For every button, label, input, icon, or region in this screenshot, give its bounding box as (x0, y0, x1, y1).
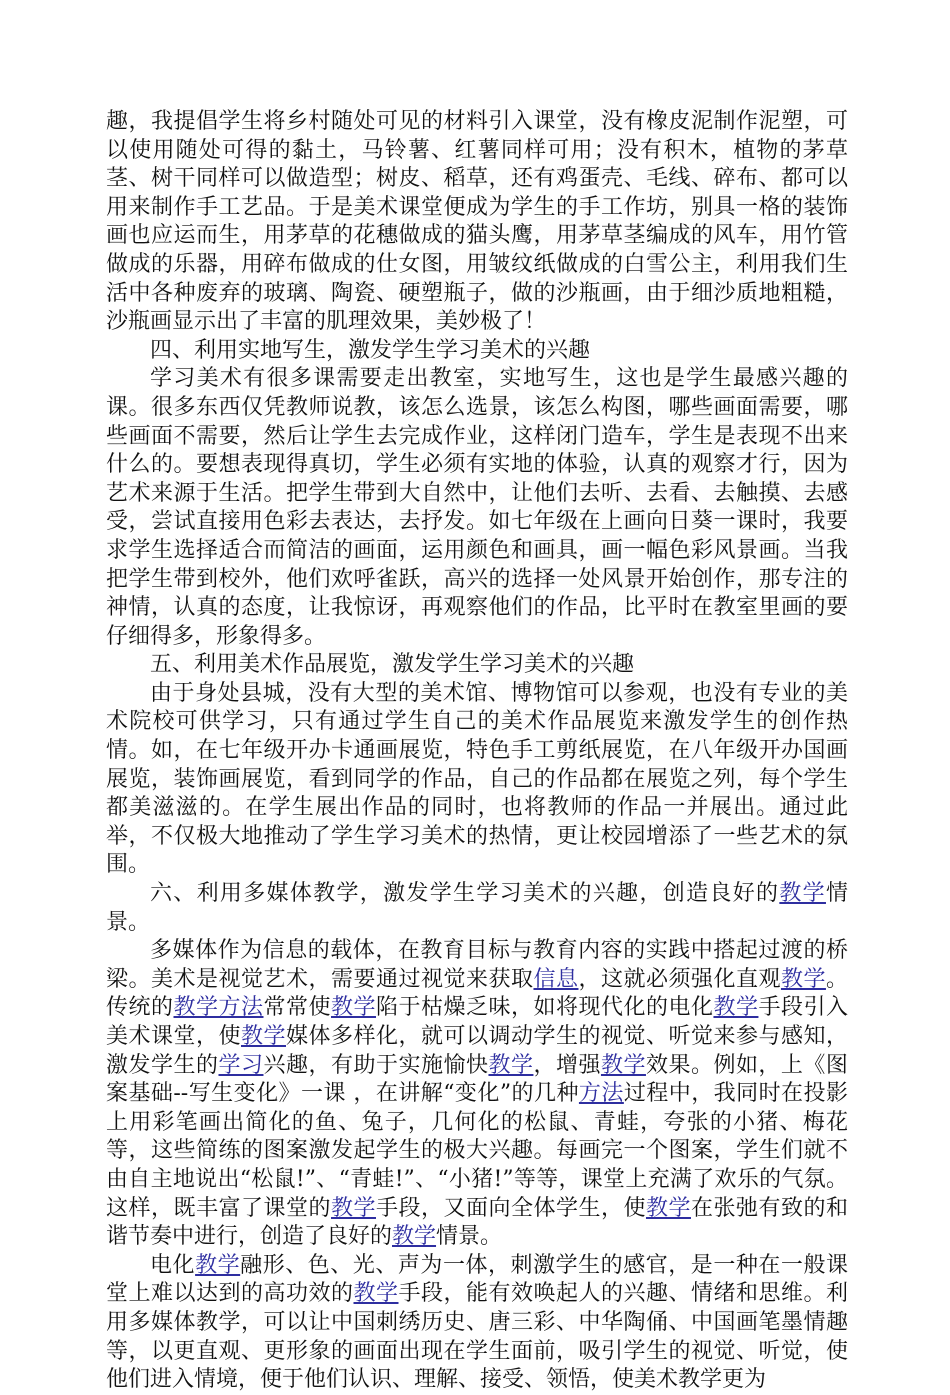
paragraph (106, 680, 848, 880)
text-run: 五、利用美术作品展览，激发学生学习美术的兴趣 (150, 652, 635, 678)
text-run: 多媒体作为信息的载体，在教育目标与教育内容的实践中搭起过渡的桥梁。美术是视觉艺术，需要通过视觉来获取 (106, 938, 848, 992)
text-run: 趣，我提倡学生将乡村随处可见的材料引入课堂，没有橡皮泥制作泥塑，可以使用随处可得的黏土，马铃薯、红薯同样可用；没有积木，植物的茅草茎、树干同样可以做造型；树皮、稻草，还有鸡蛋壳、毛线、碎布、都可以用来制作手工艺品。于是美术课堂便成为学生的手工作坊，别具一格的装饰画也应运而生，用茅草的花穗做成的猫头鹰，用茅草茎编成的风车，用竹管做成的乐器，用碎布做成的仕女图，用皱纹纸做成的白雪公主，利用我们生活中各种废弃的玻璃、陶瓷、硬塑瓶子，做的沙瓶画，由于细沙质地粗糙，沙瓶画显示出了丰富的肌理效果，美妙极了！ (106, 109, 848, 335)
text-run: 六、利用多媒体教学，激发学生学习美术的兴趣，创造良好的 (150, 881, 780, 907)
text-run: 手段，能有效唤起人的兴趣、情绪和思维。利用多媒体教学，可以让中国刺绣历史、唐三彩、中华陶俑、中国画笔墨情趣等，以更直观、更形象的画面出现在学生面前，吸引学生的视觉、听觉，使他们进入情境，便于他们认识、理解、接受、领悟，使美术教学更为 (106, 1281, 848, 1393)
text-run: 手段，又面向全体学生，使 (375, 1195, 646, 1221)
hyperlink[interactable]: 教学 (392, 1224, 437, 1250)
document-body (106, 108, 848, 1395)
text-run: 在张弛有致的和谐节奏中进行，创造了良好的 (106, 1195, 848, 1250)
hyperlink[interactable]: 教学 (779, 881, 826, 907)
hyperlink[interactable]: 教学 (195, 1252, 241, 1278)
paragraph (106, 1252, 848, 1395)
hyperlink[interactable]: 教学 (241, 1024, 286, 1049)
text-run: 效果。例如，上《图案基础--写生变化》一课 ，在讲解“变化”的几种 (106, 1052, 848, 1107)
text-run: 融形、色、光、声为一体，刺激学生的感官，是一种在一般课堂上难以达到的高功效的 (106, 1252, 848, 1307)
hyperlink[interactable]: 教学 (331, 995, 376, 1021)
hyperlink[interactable]: 学习 (218, 1052, 264, 1078)
hyperlink[interactable]: 教学 (645, 1195, 691, 1221)
text-run: 情景。 (436, 1224, 503, 1250)
text-run: 电化 (150, 1252, 196, 1278)
hyperlink[interactable]: 教学方法 (173, 995, 264, 1021)
hyperlink[interactable]: 教学 (600, 1052, 646, 1078)
text-run: 媒体多样化，就可以调动学生的视觉、听觉来参与感知，激发学生的 (106, 1024, 848, 1078)
text-run: 常常使 (263, 995, 331, 1021)
text-run: ，这就必须强化直观 (578, 966, 781, 992)
hyperlink[interactable]: 教学 (713, 995, 759, 1021)
text-run: 学习美术有很多课需要走出教室，实地写生，这也是学生最感兴趣的课。很多东西仅凭教师说教，该怎么选景，该怎么构图，哪些画面需要，哪些画面不需要，然后让学生去完成作业，这样闭门造车，学生是表现不出来什么的。要想表现得真切，学生必须有实地的体验，认真的观察才行，因为艺术来源于生活。把学生带到大自然中，让他们去听、去看、去触摸、去感受，尝试直接用色彩去表达，去抒发。如七年级在上画向日葵一课时，我要求学生选择适合而简洁的画面，运用颜色和画具，画一幅色彩风景画。当我把学生带到校外，他们欢呼雀跃，高兴的选择一处风景开始创作，那专注的神情，认真的态度，让我惊讶，再观察他们的作品，比平时在教室里画的要仔细得多，形象得多。 (106, 366, 848, 649)
text-run: 过程中，我同时在投影上用彩笔画出简化的鱼、兔子，几何化的松鼠、青蛙，夸张的小猪、梅花等，这些简练的图案激发起学生的极大兴趣。每画完一个图案，学生们就不由自主地说出“松鼠!”、“青蛙!”、“小猪!”等等，课堂上充满了欢乐的气氛。这样，既丰富了课堂的 (106, 1081, 848, 1221)
hyperlink[interactable]: 教学 (488, 1052, 534, 1078)
hyperlink[interactable]: 教学 (780, 966, 826, 992)
paragraph (106, 937, 848, 1252)
hyperlink[interactable]: 方法 (578, 1081, 624, 1107)
text-run: 情景。 (106, 881, 848, 935)
paragraph (106, 337, 848, 366)
hyperlink[interactable]: 教学 (330, 1195, 376, 1221)
text-run: 手段引入美术课堂，使 (106, 995, 848, 1049)
text-run: 四、利用实地写生，激发学生学习美术的兴趣 (150, 337, 591, 363)
paragraph (106, 108, 848, 337)
text-run: 由于身处县城，没有大型的美术馆、博物馆可以参观，也没有专业的美术院校可供学习，只有通过学生自己的美术作品展览来激发学生的创作热情。如，在七年级开办卡通画展览，特色手工剪纸展览，在八年级开办国画展览，装饰画展览，看到同学的作品，自己的作品都在展览之列，每个学生都美滋滋的。在学生展出作品的同时，也将教师的作品一并展出。通过此举，不仅极大地推动了学生学习美术的热情，更让校园增添了一些艺术的氛围。 (106, 680, 848, 878)
hyperlink[interactable]: 信息 (533, 966, 579, 992)
text-run: 陷于枯燥乏味，如将现代化的电化 (376, 995, 714, 1021)
text-run: 兴趣，有助于实施愉快 (263, 1052, 489, 1078)
hyperlink[interactable]: 教学 (353, 1281, 399, 1307)
text-run: 。传统的 (106, 966, 848, 1021)
paragraph (106, 365, 848, 651)
text-run: ，增强 (533, 1052, 601, 1078)
paragraph (106, 651, 848, 680)
paragraph (106, 880, 848, 937)
